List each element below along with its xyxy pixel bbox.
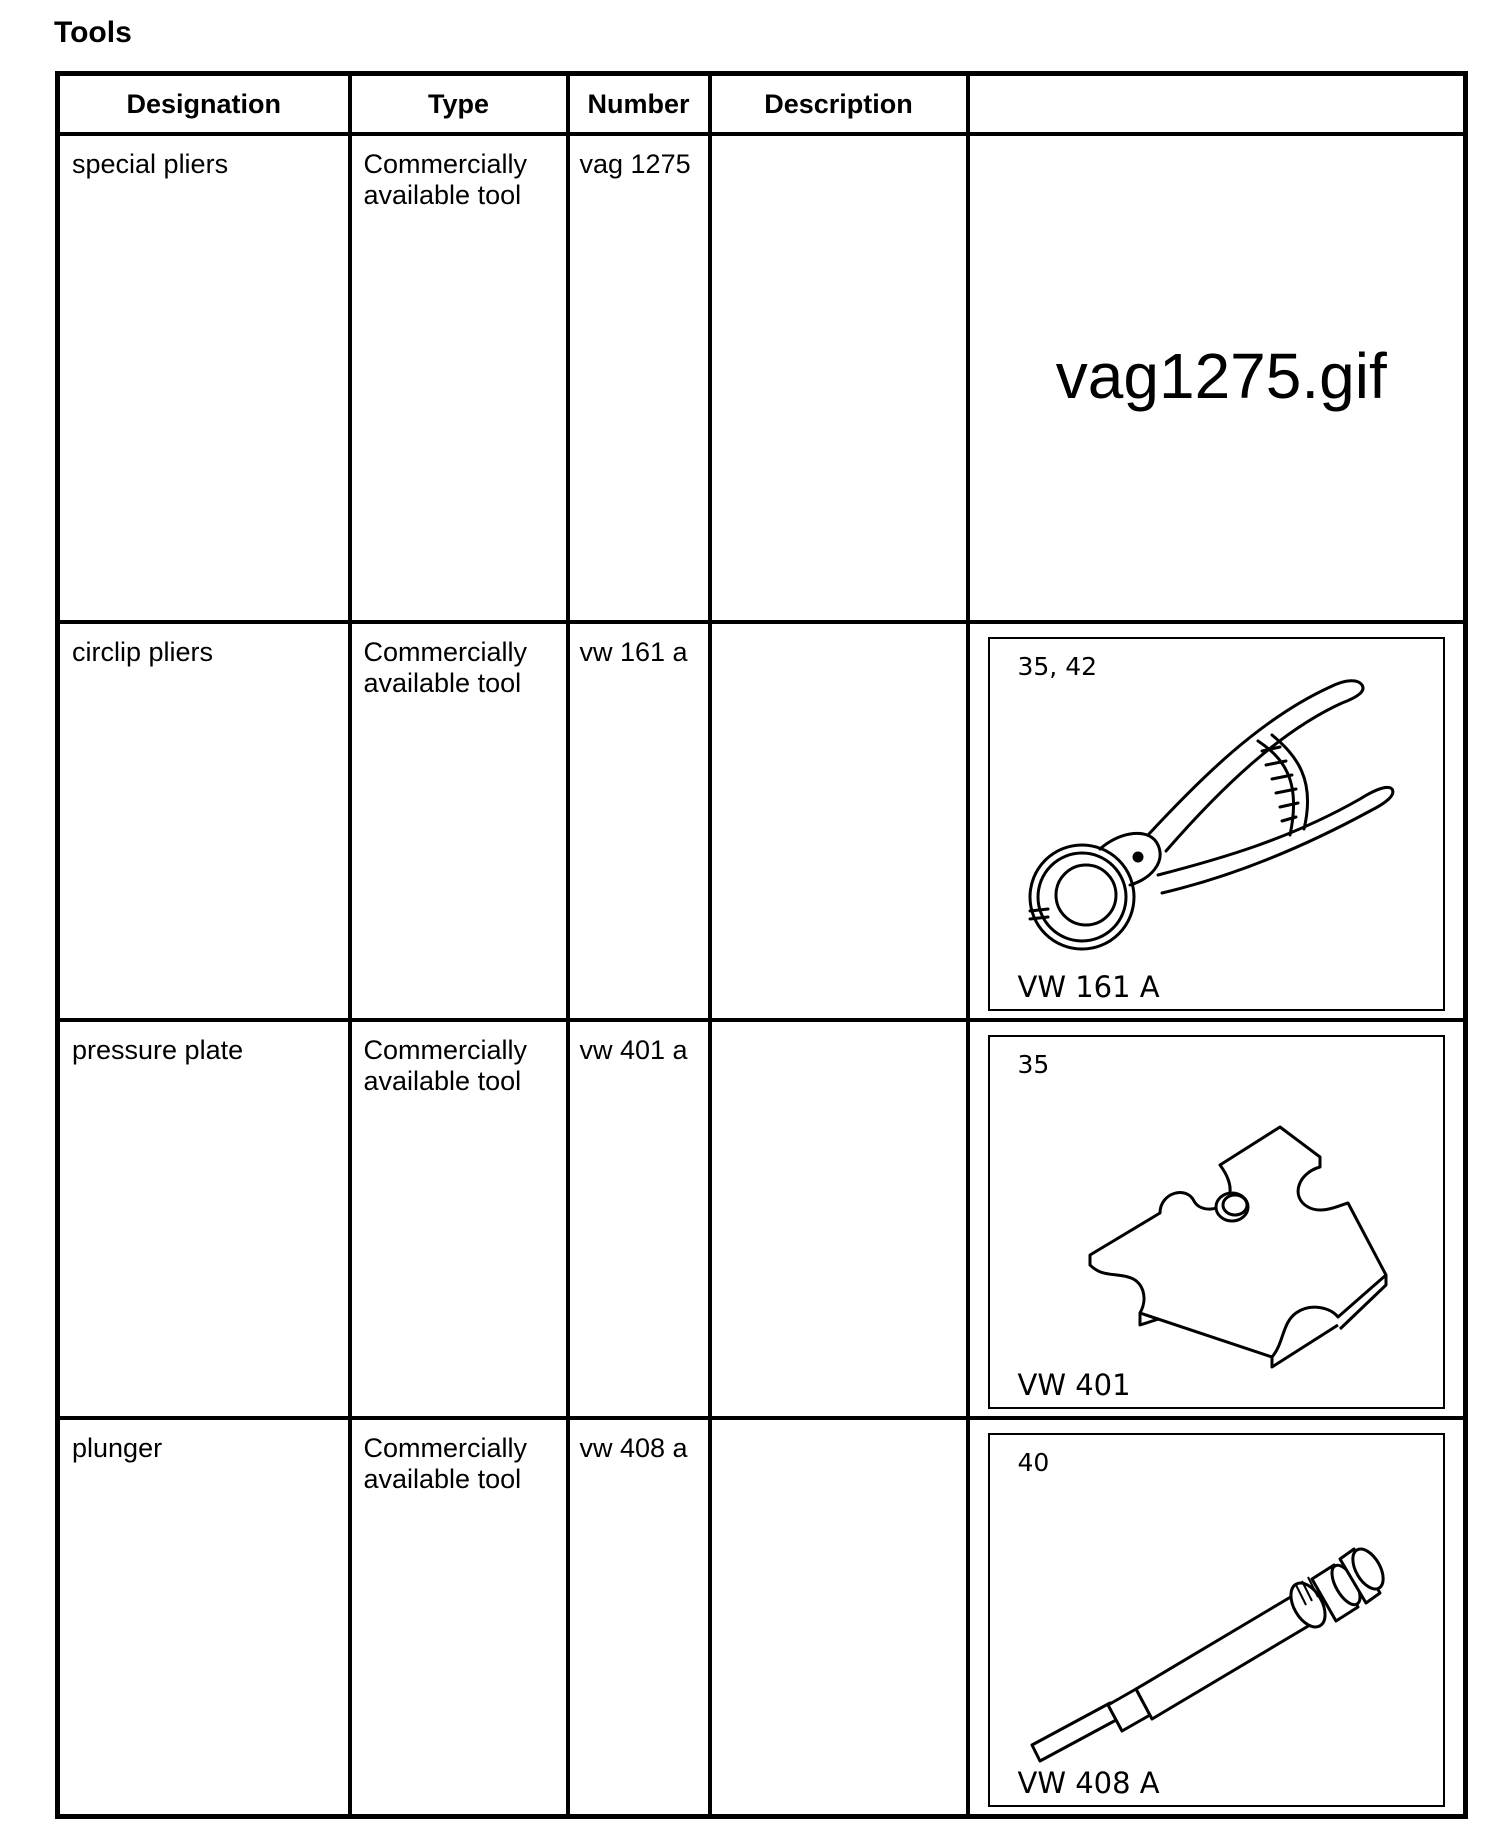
cell-number: vag 1275 [568,134,710,622]
figure-page-ref: 35, 42 [1017,652,1098,681]
cell-number: vw 401 a [568,1020,710,1418]
image-placeholder-text: vag1275.gif [1055,339,1387,412]
cell-number: vw 408 a [568,1418,710,1816]
tool-figure [988,1433,1446,1807]
cell-type: Commercially available tool [350,1020,568,1418]
cell-image [968,1020,1466,1418]
header-description: Description [710,74,968,135]
circlip-pliers-icon [990,639,1448,1009]
pressure-plate-icon [990,1037,1448,1407]
table-header-row [58,74,1466,135]
table-row [58,1020,1466,1418]
tool-figure [988,1035,1446,1409]
figure-caption: VW 161 A [1017,970,1160,1004]
page-title: Tools [54,16,132,49]
cell-description [710,1418,968,1816]
table-row [58,134,1466,622]
figure-page-ref: 40 [1017,1448,1050,1477]
cell-description [710,134,968,622]
tool-figure [988,637,1446,1011]
table-row [58,1418,1466,1816]
tools-table [55,71,1468,1819]
cell-image [968,622,1466,1020]
cell-type: Commercially available tool [350,622,568,1020]
cell-designation: special pliers [58,134,350,622]
cell-type: Commercially available tool [350,1418,568,1816]
cell-type: Commercially available tool [350,134,568,622]
cell-number: vw 161 a [568,622,710,1020]
cell-designation: circlip pliers [58,622,350,1020]
header-type: Type [350,74,568,135]
cell-designation: pressure plate [58,1020,350,1418]
header-image [968,74,1466,135]
cell-description [710,622,968,1020]
figure-page-ref: 35 [1017,1050,1050,1079]
header-number: Number [568,74,710,135]
cell-image [968,1418,1466,1816]
cell-designation: plunger [58,1418,350,1816]
table-row [58,622,1466,1020]
figure-caption: VW 408 A [1017,1766,1160,1800]
cell-image [968,134,1466,622]
cell-description [710,1020,968,1418]
plunger-icon [990,1435,1448,1805]
figure-caption: VW 401 [1017,1368,1131,1402]
header-designation: Designation [58,74,350,135]
